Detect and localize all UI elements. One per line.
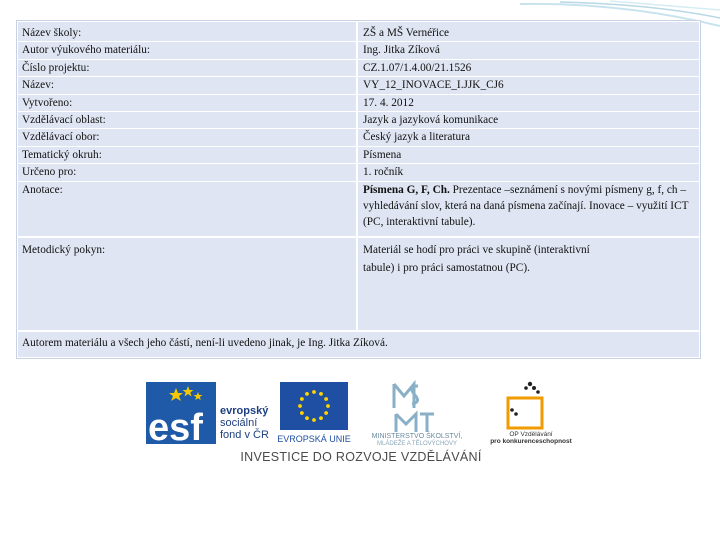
author-footer: Autorem materiálu a všech jeho částí, není-li uvedeno jinak, je Ing. Jitka Zíková. bbox=[22, 337, 388, 349]
op-line-1: OP Vzdělávání bbox=[509, 431, 553, 438]
label-autor: Autor výukového materiálu: bbox=[18, 42, 356, 59]
esf-logo bbox=[146, 382, 274, 444]
value-cislo-projektu: CZ.1.07/1.4.00/21.1526 bbox=[358, 60, 699, 77]
value-vzdelavaci-oblast: Jazyk a jazyková komunikace bbox=[358, 112, 699, 129]
eu-star bbox=[312, 390, 316, 394]
label-anotace: Anotace: bbox=[22, 183, 63, 196]
eu-star bbox=[305, 392, 309, 396]
eu-label: EVROPSKÁ UNIE bbox=[277, 434, 351, 444]
esf-line-1: evropský bbox=[220, 405, 269, 417]
label-column bbox=[18, 22, 358, 236]
msmt-line-1: MINISTERSTVO ŠKOLSTVÍ, bbox=[371, 433, 463, 440]
anotace-bold: Písmena G, F, Ch. bbox=[363, 183, 450, 196]
op-vzdelavani-logo bbox=[486, 380, 576, 446]
op-line-2: pro konkurenceschopnost bbox=[490, 438, 572, 445]
label-nazev-skoly: Název školy: bbox=[18, 25, 356, 42]
esf-line-2: sociální bbox=[220, 417, 258, 429]
label-cislo-projektu: Číslo projektu: bbox=[18, 60, 356, 77]
value-metodicky-pokyn: Materiál se hodí pro práci ve skupině (interaktivní tabule) i pro práci samostatnou (PC). bbox=[363, 244, 590, 274]
eu-star bbox=[300, 411, 304, 415]
eu-star bbox=[300, 397, 304, 401]
msmt-line-2: MLÁDEŽE A TĚLOVÝCHOVY bbox=[377, 441, 457, 446]
value-column bbox=[358, 22, 699, 236]
eu-star bbox=[312, 418, 316, 422]
msmt-logo bbox=[356, 380, 478, 446]
value-nazev-skoly: ZŠ a MŠ Vernéřice bbox=[358, 25, 699, 42]
value-anotace bbox=[358, 182, 699, 231]
eu-star bbox=[324, 397, 328, 401]
info-table bbox=[17, 21, 700, 358]
value-urceno-pro: 1. ročník bbox=[358, 164, 699, 181]
eu-star bbox=[298, 404, 302, 408]
value-vytvoreno: 17. 4. 2012 bbox=[358, 95, 699, 112]
value-autor: Ing. Jitka Zíková bbox=[358, 42, 699, 59]
esf-line-3: fond v ČR bbox=[220, 429, 269, 441]
label-vytvoreno: Vytvořeno: bbox=[18, 95, 356, 112]
label-nazev: Název: bbox=[18, 77, 356, 94]
svg-text:esf: esf bbox=[148, 407, 203, 444]
value-vzdelavaci-obor: Český jazyk a literatura bbox=[358, 129, 699, 146]
eu-flag-logo bbox=[276, 382, 352, 444]
eu-star bbox=[326, 404, 330, 408]
eu-star bbox=[324, 411, 328, 415]
label-vzdelavaci-obor: Vzdělávací obor: bbox=[18, 129, 356, 146]
value-tematicky-okruh: Písmena bbox=[358, 147, 699, 164]
eu-star bbox=[305, 416, 309, 420]
label-metodicky-pokyn: Metodický pokyn: bbox=[18, 238, 358, 330]
eu-star bbox=[319, 416, 323, 420]
investice-banner: INVESTICE DO ROZVOJE VZDĚLÁVÁNÍ bbox=[240, 450, 482, 464]
eu-star bbox=[319, 392, 323, 396]
anotace-text: Prezentace –seznámení s novými písmeny g, f, ch – vyhledávání slov, která na daná písmena začínají. Inovace – využití ICT (PC, interaktivní tabule). bbox=[363, 183, 689, 229]
value-nazev: VY_12_INOVACE_I.JJK_CJ6 bbox=[358, 77, 699, 94]
label-vzdelavaci-oblast: Vzdělávací oblast: bbox=[18, 112, 356, 129]
label-urceno-pro: Určeno pro: bbox=[18, 164, 356, 181]
label-tematicky-okruh: Tematický okruh: bbox=[18, 147, 356, 164]
